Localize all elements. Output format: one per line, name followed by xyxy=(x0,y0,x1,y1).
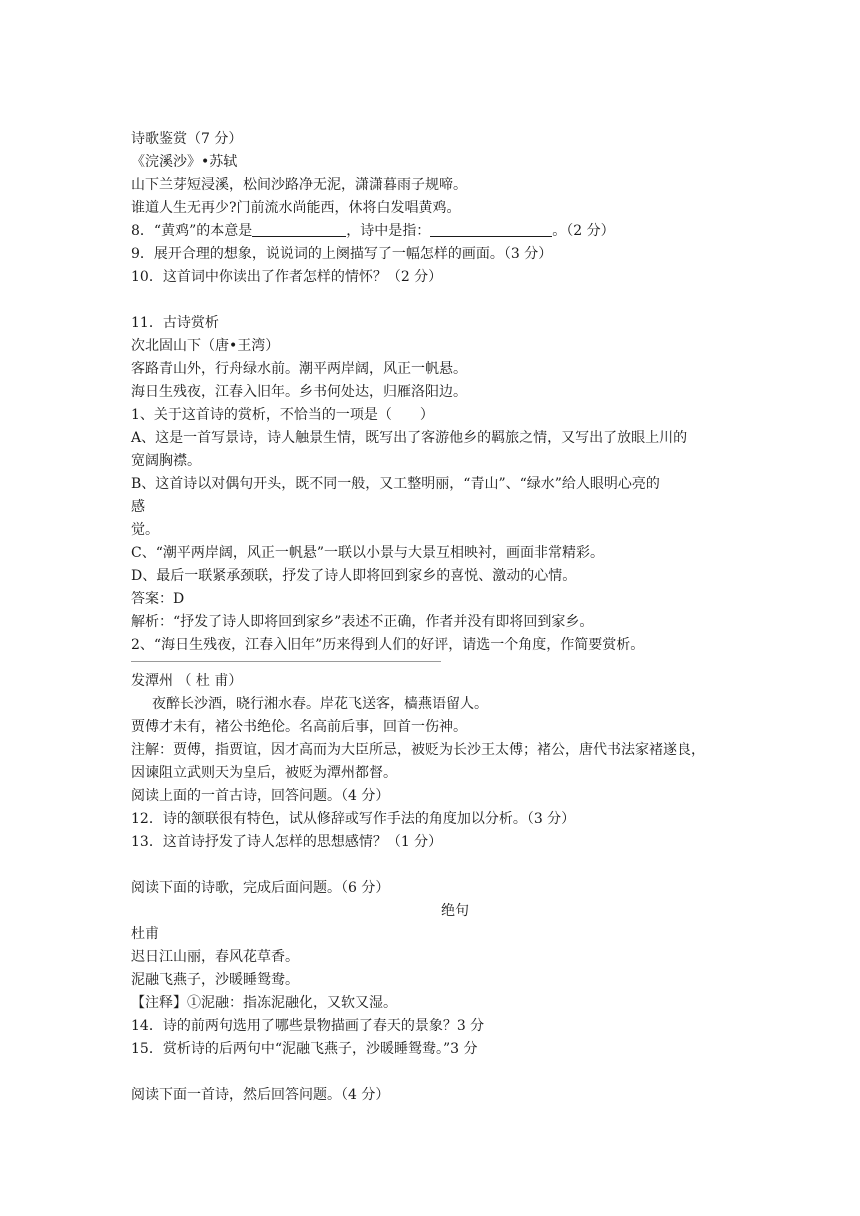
annotation: 【注释】①泥融：指冻泥融化，又软又湿。 xyxy=(131,995,397,1011)
instruction: 阅读下面一首诗，然后回答问题。（4 分） xyxy=(131,1087,390,1103)
annotation-continued: 因谏阻立武则天为皇后，被贬为潭州都督。 xyxy=(131,765,397,781)
question-12: 12．诗的颔联很有特色，试从修辞或写作手法的角度加以分析。（3 分） xyxy=(131,811,576,827)
question-2: 2、“海日生残夜，江春入旧年”历来得到人们的好评，请选一个角度，作简要赏析。 xyxy=(131,637,645,653)
analysis: 解析：“抒发了诗人即将回到家乡”表述不正确，作者并没有即将回到家乡。 xyxy=(131,614,594,630)
answer-blank[interactable] xyxy=(430,222,552,237)
poem-line: 谁道人生无再少?门前流水尚能西，休将白发唱黄鸡。 xyxy=(131,200,461,216)
option-a-continued: 宽阔胸襟。 xyxy=(131,453,201,469)
poem-line: 客路青山外，行舟绿水前。潮平两岸阔，风正一帆悬。 xyxy=(131,361,467,377)
poem-title: 发潭州 （ 杜 甫） xyxy=(131,673,243,689)
question-text: 8．“黄鸡”的本意是 xyxy=(131,223,253,239)
question-text: ，诗中是指： xyxy=(346,223,431,239)
question-14: 14．诗的前两句选用了哪些景物描画了春天的景象？3 分 xyxy=(131,1018,485,1034)
annotation: 注解：贾傅，指贾谊，因才高而为大臣所忌，被贬为长沙王太傅；褚公，唐代书法家褚遂良， xyxy=(131,742,705,758)
question-10: 10．这首词中你读出了作者怎样的情怀？（2 分） xyxy=(131,269,443,285)
option-b-continued: 觉。 xyxy=(131,522,159,538)
question-text: 。（2 分） xyxy=(552,223,615,239)
option-d: D、最后一联紧承颈联，抒发了诗人即将回到家乡的喜悦、激动的心情。 xyxy=(131,568,577,584)
question-13: 13．这首诗抒发了诗人怎样的思想感情？（1 分） xyxy=(131,834,443,850)
section-heading: 诗歌鉴赏（7 分） xyxy=(131,131,243,147)
instruction: 阅读下面的诗歌，完成后面问题。（6 分） xyxy=(131,880,390,896)
section-heading: 11．古诗赏析 xyxy=(131,315,219,331)
poem-line: 泥融飞燕子，沙暖睡鸳鸯。 xyxy=(131,972,299,988)
question-9: 9．展开合理的想象，说说词的上阕描写了一幅怎样的画面。（3 分） xyxy=(131,246,553,262)
option-c: C、“潮平两岸阔，风正一帆悬”一联以小景与大景互相映衬，画面非常精彩。 xyxy=(131,545,605,561)
option-a: A、这是一首写景诗，诗人触景生情，既写出了客游他乡的羁旅之情，又写出了放眼上川的 xyxy=(131,430,688,446)
question-8 xyxy=(131,220,615,242)
poem-line: 贾傅才未有，褚公书绝伦。名高前后事，回首一伤神。 xyxy=(131,719,467,735)
poem-line: 夜醉长沙酒，晓行湘水春。岸花飞送客，樯燕语留人。 xyxy=(152,696,488,712)
question-15: 15．赏析诗的后两句中“泥融飞燕子，沙暖睡鸳鸯。”3 分 xyxy=(131,1041,478,1057)
poem-line: 海日生残夜，江春入旧年。乡书何处达，归雁洛阳边。 xyxy=(131,384,467,400)
instruction: 阅读上面的一首古诗，回答问题。（4 分） xyxy=(131,788,390,804)
answer: 答案：D xyxy=(131,591,185,607)
poem-line: 山下兰芽短浸溪，松间沙路净无泥，潇潇暮雨子规啼。 xyxy=(131,177,467,193)
section-divider xyxy=(131,661,441,662)
poem-title: 《浣溪沙》•苏轼 xyxy=(131,154,238,170)
poem-title: 绝句 xyxy=(441,903,469,919)
option-b-continued: 感 xyxy=(131,499,145,515)
answer-blank[interactable] xyxy=(252,222,346,237)
poem-line: 迟日江山丽，春风花草香。 xyxy=(131,949,299,965)
poem-author: 杜甫 xyxy=(131,926,159,942)
option-b: B、这首诗以对偶句开头，既不同一般，又工整明丽，“青山”、“绿水”给人眼明心亮的 xyxy=(131,476,660,492)
question-1: 1、关于这首诗的赏析，不恰当的一项是（ ） xyxy=(131,407,434,423)
poem-title: 次北固山下（唐•王湾） xyxy=(131,338,280,354)
